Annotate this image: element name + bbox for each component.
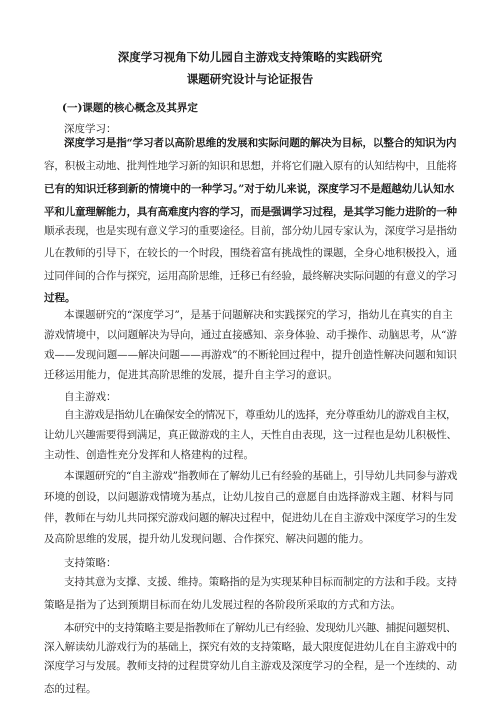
paragraph-line: 顺承表现，也是实现有意义学习的重要途径。目前，部分幼儿园专家认为，深度学习是指幼 [44,225,457,237]
paragraph-line: 深度学习与发展。教师支持的过程贯穿幼儿自主游戏及深度学习的全程，是一个连续的、动 [44,660,457,672]
paragraph-line: 容，积极主动地、批判性地学习新的知识和思想，并将它们融入原有的认知结构中，且能将 [44,160,457,172]
term-label-support-strategy: 支持策略： [64,557,117,569]
paragraph-line: 及高阶思维的发展，提升幼儿发现问题、合作探究、解决问题的能力。 [44,533,370,545]
paragraph-line: 儿在教师的引导下，在较长的一个时段，围绕着富有挑战性的课题，全身心地积极投入，通 [44,247,457,259]
paragraph-line: 游戏情境中，以问题解决为导向，通过直接感知、亲身体验、动手操作、动脑思考，从“游 [44,329,457,341]
paragraph-line: 深入解读幼儿游戏行为的基础上，探究有效的支持策略，最大限度促进幼儿在自主游戏中的 [44,641,457,653]
term-label-deep-learning: 深度学习： [64,123,117,135]
term-label-autonomous-play: 自主游戏： [64,391,117,403]
paragraph-line: 主动性、创造性充分发挥和人格建构的过程。 [44,449,254,461]
paragraph-line: 本课题研究的“自主游戏”指教师在了解幼儿已有经验的基础上，引导幼儿共同参与游戏 [64,470,457,482]
paragraph-line: 深度学习是指“学习者以高阶思维的发展和实际问题的解决为目标，以整合的知识为内 [64,137,457,149]
paragraph-line: 支持其意为支撑、支援、维持。策略指的是为实现某种目标而制定的方法和手段。支持 [64,576,457,588]
paragraph-line: 自主游戏是指幼儿在确保安全的情况下，尊重幼儿的选择，充分尊重幼儿的游戏自主权， [64,409,457,421]
paragraph-line: 戏——发现问题——解决问题——再游戏”的不断轮回过程中，提升创造性解决问题和知识 [44,349,457,361]
section-heading: (一)课题的核心概念及其界定 [62,102,198,114]
document-title: 深度学习视角下幼儿园自主游戏支持策略的实践研究 [117,50,383,64]
paragraph-line: 本研究中的支持策略主要是指教师在了解幼儿已有经验、发现幼儿兴趣、捕捉问题契机、 [64,622,457,634]
document-subtitle: 课题研究设计与论证报告 [186,72,314,86]
paragraph-line: 环境的创设，以问题游戏情境为基点，让幼儿按自己的意愿自由选择游戏主题、材料与同 [44,491,454,503]
paragraph-line: 伴，教师在与幼儿共同探究游戏问题的解决过程中，促进幼儿在自主游戏中深度学习的生发 [44,512,457,524]
paragraph-line: 迁移运用能力，促进其高阶思维的发展，提升自主学习的意识。 [44,369,338,381]
paragraph-line: 本课题研究的“深度学习”，是基于问题解决和实践探究的学习，指幼儿在真实的自主 [64,309,453,321]
paragraph-line: 策略是指为了达到预期目标而在幼儿发展过程的各阶段所采取的方式和方法。 [44,599,401,611]
paragraph-line: 平和儿童理解能力，具有高难度内容的学习，而是强调学习过程，是其学习能力进阶的一种 [44,206,457,218]
paragraph-line: 过程。 [44,292,76,304]
paragraph-line: 态的过程。 [44,683,97,695]
paragraph-line: 让幼儿兴趣需要得到满足，真正做游戏的主人，天性自由表现，这一过程也是幼儿积极性、 [44,429,457,441]
paragraph-line: 过同伴间的合作与探究，运用高阶思维，迁移已有经验，最终解决实际问题的有意义的学习 [44,270,457,282]
paragraph-line: 已有的知识迁移到新的情境中的一种学习。”对于幼儿来说，深度学习不是超越幼儿认知水 [44,183,455,195]
